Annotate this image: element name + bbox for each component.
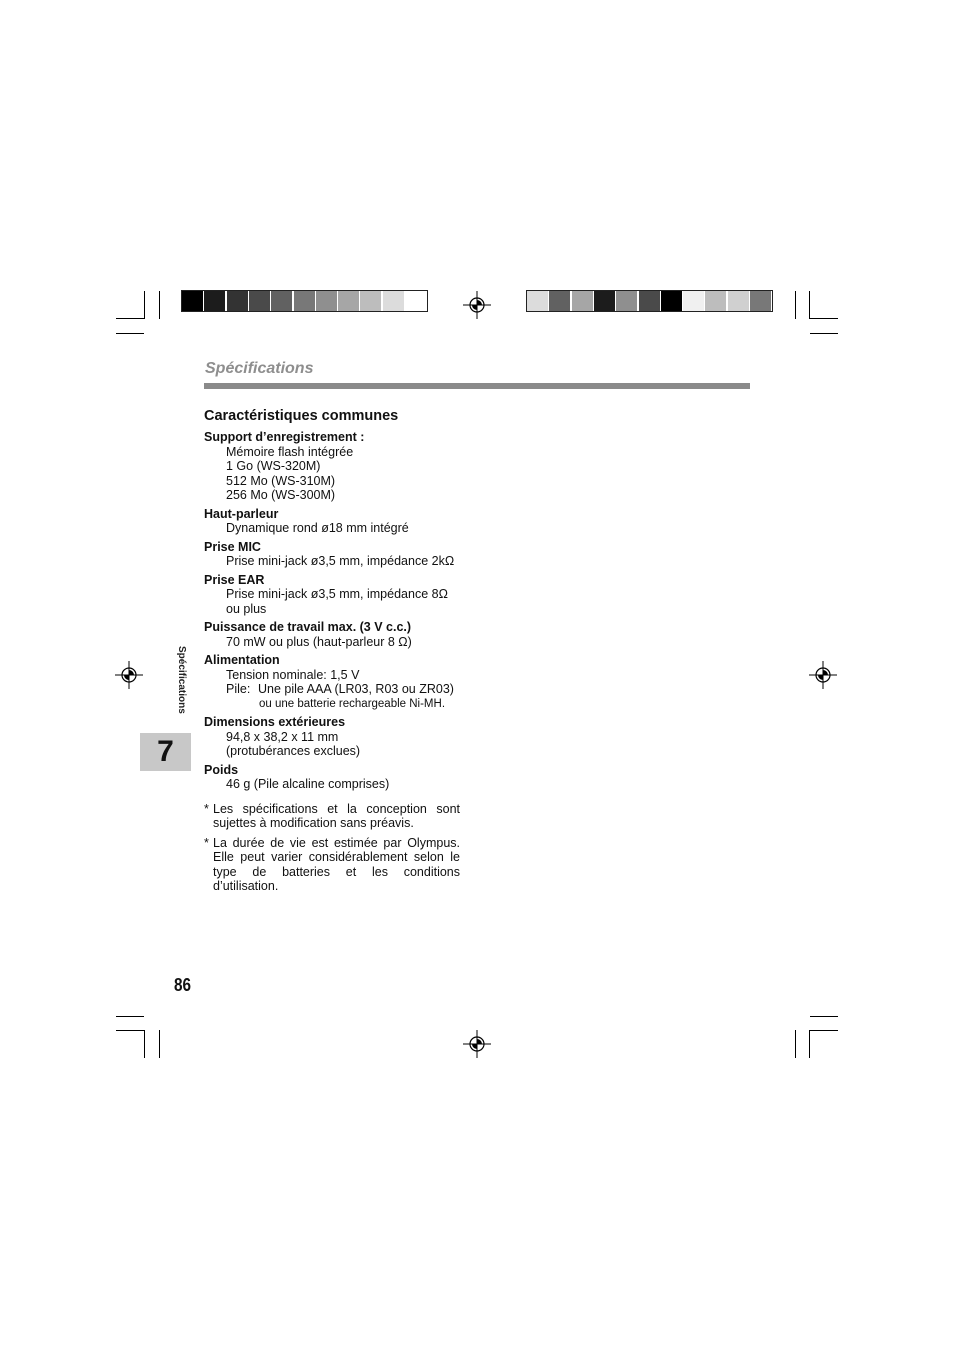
color-swatch	[249, 291, 270, 311]
spec-value: ou plus	[226, 601, 267, 616]
spec-value: Tension nominale: 1,5 V	[226, 667, 360, 682]
sidebar-section-label: Spécifications	[176, 646, 187, 714]
spec-item	[204, 715, 460, 759]
spec-list	[204, 430, 460, 649]
pile-row	[204, 682, 460, 697]
spec-content	[204, 408, 460, 899]
spec-item	[204, 620, 460, 649]
notes	[204, 802, 460, 894]
spec-item-power	[204, 653, 460, 711]
spec-label: Dimensions extérieures	[204, 715, 346, 729]
spec-label: Prise EAR	[204, 572, 265, 587]
section-title-rule	[204, 383, 750, 389]
color-swatch	[182, 291, 203, 311]
registration-mark-icon	[463, 1030, 491, 1058]
spec-heading: Caractéristiques communes	[204, 408, 399, 424]
color-swatch	[705, 291, 726, 311]
spec-item	[204, 763, 460, 792]
pile-key: Pile:	[226, 682, 251, 696]
pile-value: Une pile AAA (LR03, R03 ou ZR03)	[258, 682, 454, 696]
color-swatch	[294, 291, 315, 311]
footnote-text: La durée de vie est estimée par Olympus. Elle peut varier considérablement selon le type de batteries et les conditions d’utilisation.	[213, 835, 460, 893]
spec-label: Support d’enregistrement :	[204, 430, 365, 444]
spec-label: Puissance de travail max. (3 V c.c.)	[204, 620, 412, 634]
color-swatch	[360, 291, 381, 311]
registration-mark-icon	[463, 291, 491, 319]
pile-sub-value: ou une batterie rechargeable Ni-MH.	[259, 697, 446, 710]
spec-item	[204, 430, 460, 503]
spec-label: Haut-parleur	[204, 506, 279, 521]
spec-label: Alimentation	[204, 653, 280, 667]
spec-value: Mémoire flash intégrée	[226, 444, 354, 459]
color-swatch	[750, 291, 771, 311]
color-swatch	[227, 291, 248, 311]
color-swatch	[527, 291, 548, 311]
color-swatch	[639, 291, 660, 311]
color-swatch	[594, 291, 615, 311]
color-swatch	[338, 291, 359, 311]
spec-value: 70 mW ou plus (haut-parleur 8 Ω)	[226, 634, 412, 649]
spec-value: 46 g (Pile alcaline comprises)	[226, 777, 390, 791]
spec-value: (protubérances exclues)	[226, 744, 361, 758]
color-swatch	[405, 291, 426, 311]
color-swatch	[316, 291, 337, 311]
spec-value: 1 Go (WS-320M)	[226, 459, 321, 473]
color-swatch	[728, 291, 749, 311]
footnote-marker: *	[204, 801, 209, 816]
spec-value: 256 Mo (WS-300M)	[226, 488, 336, 502]
chapter-number: 7	[140, 733, 191, 771]
spec-item	[204, 507, 460, 536]
footnote	[204, 802, 460, 831]
color-swatch	[549, 291, 570, 311]
color-swatch	[683, 291, 704, 311]
spec-list-after	[204, 715, 460, 792]
color-swatch	[204, 291, 225, 311]
color-swatch	[616, 291, 637, 311]
footnote-text: Les spécifications et la conception sont sujettes à modification sans préavis.	[213, 801, 460, 830]
spec-value: Dynamique rond ø18 mm intégré	[226, 521, 409, 535]
spec-value: Prise mini-jack ø3,5 mm, impédance 2kΩ	[226, 554, 455, 568]
footnote-marker: *	[204, 835, 209, 850]
color-swatch	[572, 291, 593, 311]
section-title: Spécifications	[205, 360, 314, 377]
page-number: 86	[174, 975, 192, 995]
color-swatch	[661, 291, 682, 311]
color-swatch	[271, 291, 292, 311]
spec-label: Poids	[204, 762, 239, 777]
spec-value: 512 Mo (WS-310M)	[226, 473, 336, 488]
registration-mark-icon	[809, 661, 837, 689]
footnote	[204, 836, 460, 894]
spec-value: Prise mini-jack ø3,5 mm, impédance 8Ω	[226, 587, 448, 601]
registration-mark-icon	[115, 661, 143, 689]
spec-value: 94,8 x 38,2 x 11 mm	[226, 729, 339, 744]
spec-label: Prise MIC	[204, 539, 261, 554]
color-swatch	[383, 291, 404, 311]
spec-item	[204, 573, 460, 617]
spec-item	[204, 540, 460, 569]
